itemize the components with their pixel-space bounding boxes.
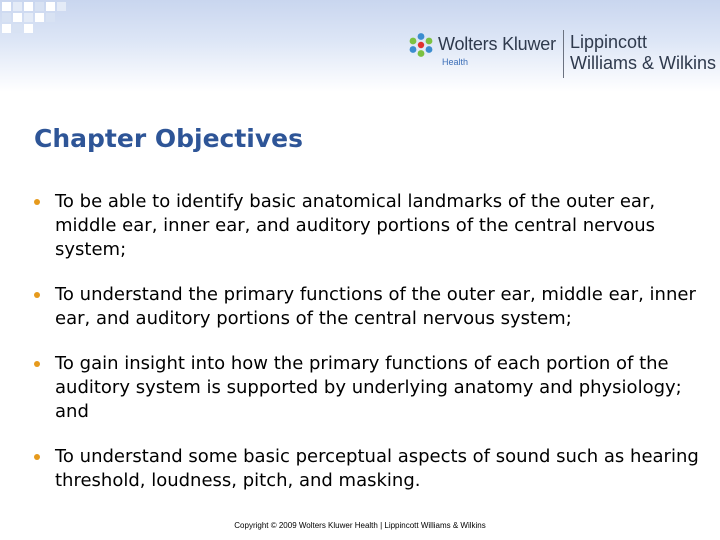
- bullet-icon: [34, 292, 40, 298]
- objective-text: To gain insight into how the primary functions of each portion of the auditory system is supported by underlying anatomy and physiology; and: [55, 353, 682, 422]
- objective-text: To understand some basic perceptual aspects of sound such as hearing threshold, loudness, pitch, and masking.: [55, 446, 699, 491]
- publisher-name: [570, 32, 716, 74]
- logo-divider: [563, 30, 564, 78]
- slide-title: Chapter Objectives: [34, 124, 303, 153]
- publisher-logo: [406, 28, 718, 80]
- publisher-line-1: Lippincott: [570, 32, 648, 52]
- objective-text: To understand the primary functions of the outer ear, middle ear, inner ear, and auditory portions of the central nervous system;: [55, 284, 696, 329]
- objective-text: To be able to identify basic anatomical landmarks of the outer ear, middle ear, inner ear, and auditory portions of the central nervous system;: [55, 191, 656, 260]
- brand-name: Wolters Kluwer: [438, 34, 556, 54]
- bullet-icon: [34, 454, 40, 460]
- objective-item: [34, 445, 709, 493]
- objectives-list: [34, 190, 709, 514]
- publisher-line-2: Williams & Wilkins: [570, 53, 716, 73]
- bullet-icon: [34, 361, 40, 367]
- wolters-kluwer-logo-mark-icon: [408, 32, 434, 58]
- objective-item: [34, 190, 709, 262]
- copyright-footer: Copyright © 2009 Wolters Kluwer Health | Lippincott Williams & Wilkins: [234, 521, 486, 530]
- bullet-icon: [34, 199, 40, 205]
- brand-subtitle: Health: [442, 57, 469, 67]
- objective-item: [34, 283, 709, 331]
- objective-item: [34, 352, 709, 424]
